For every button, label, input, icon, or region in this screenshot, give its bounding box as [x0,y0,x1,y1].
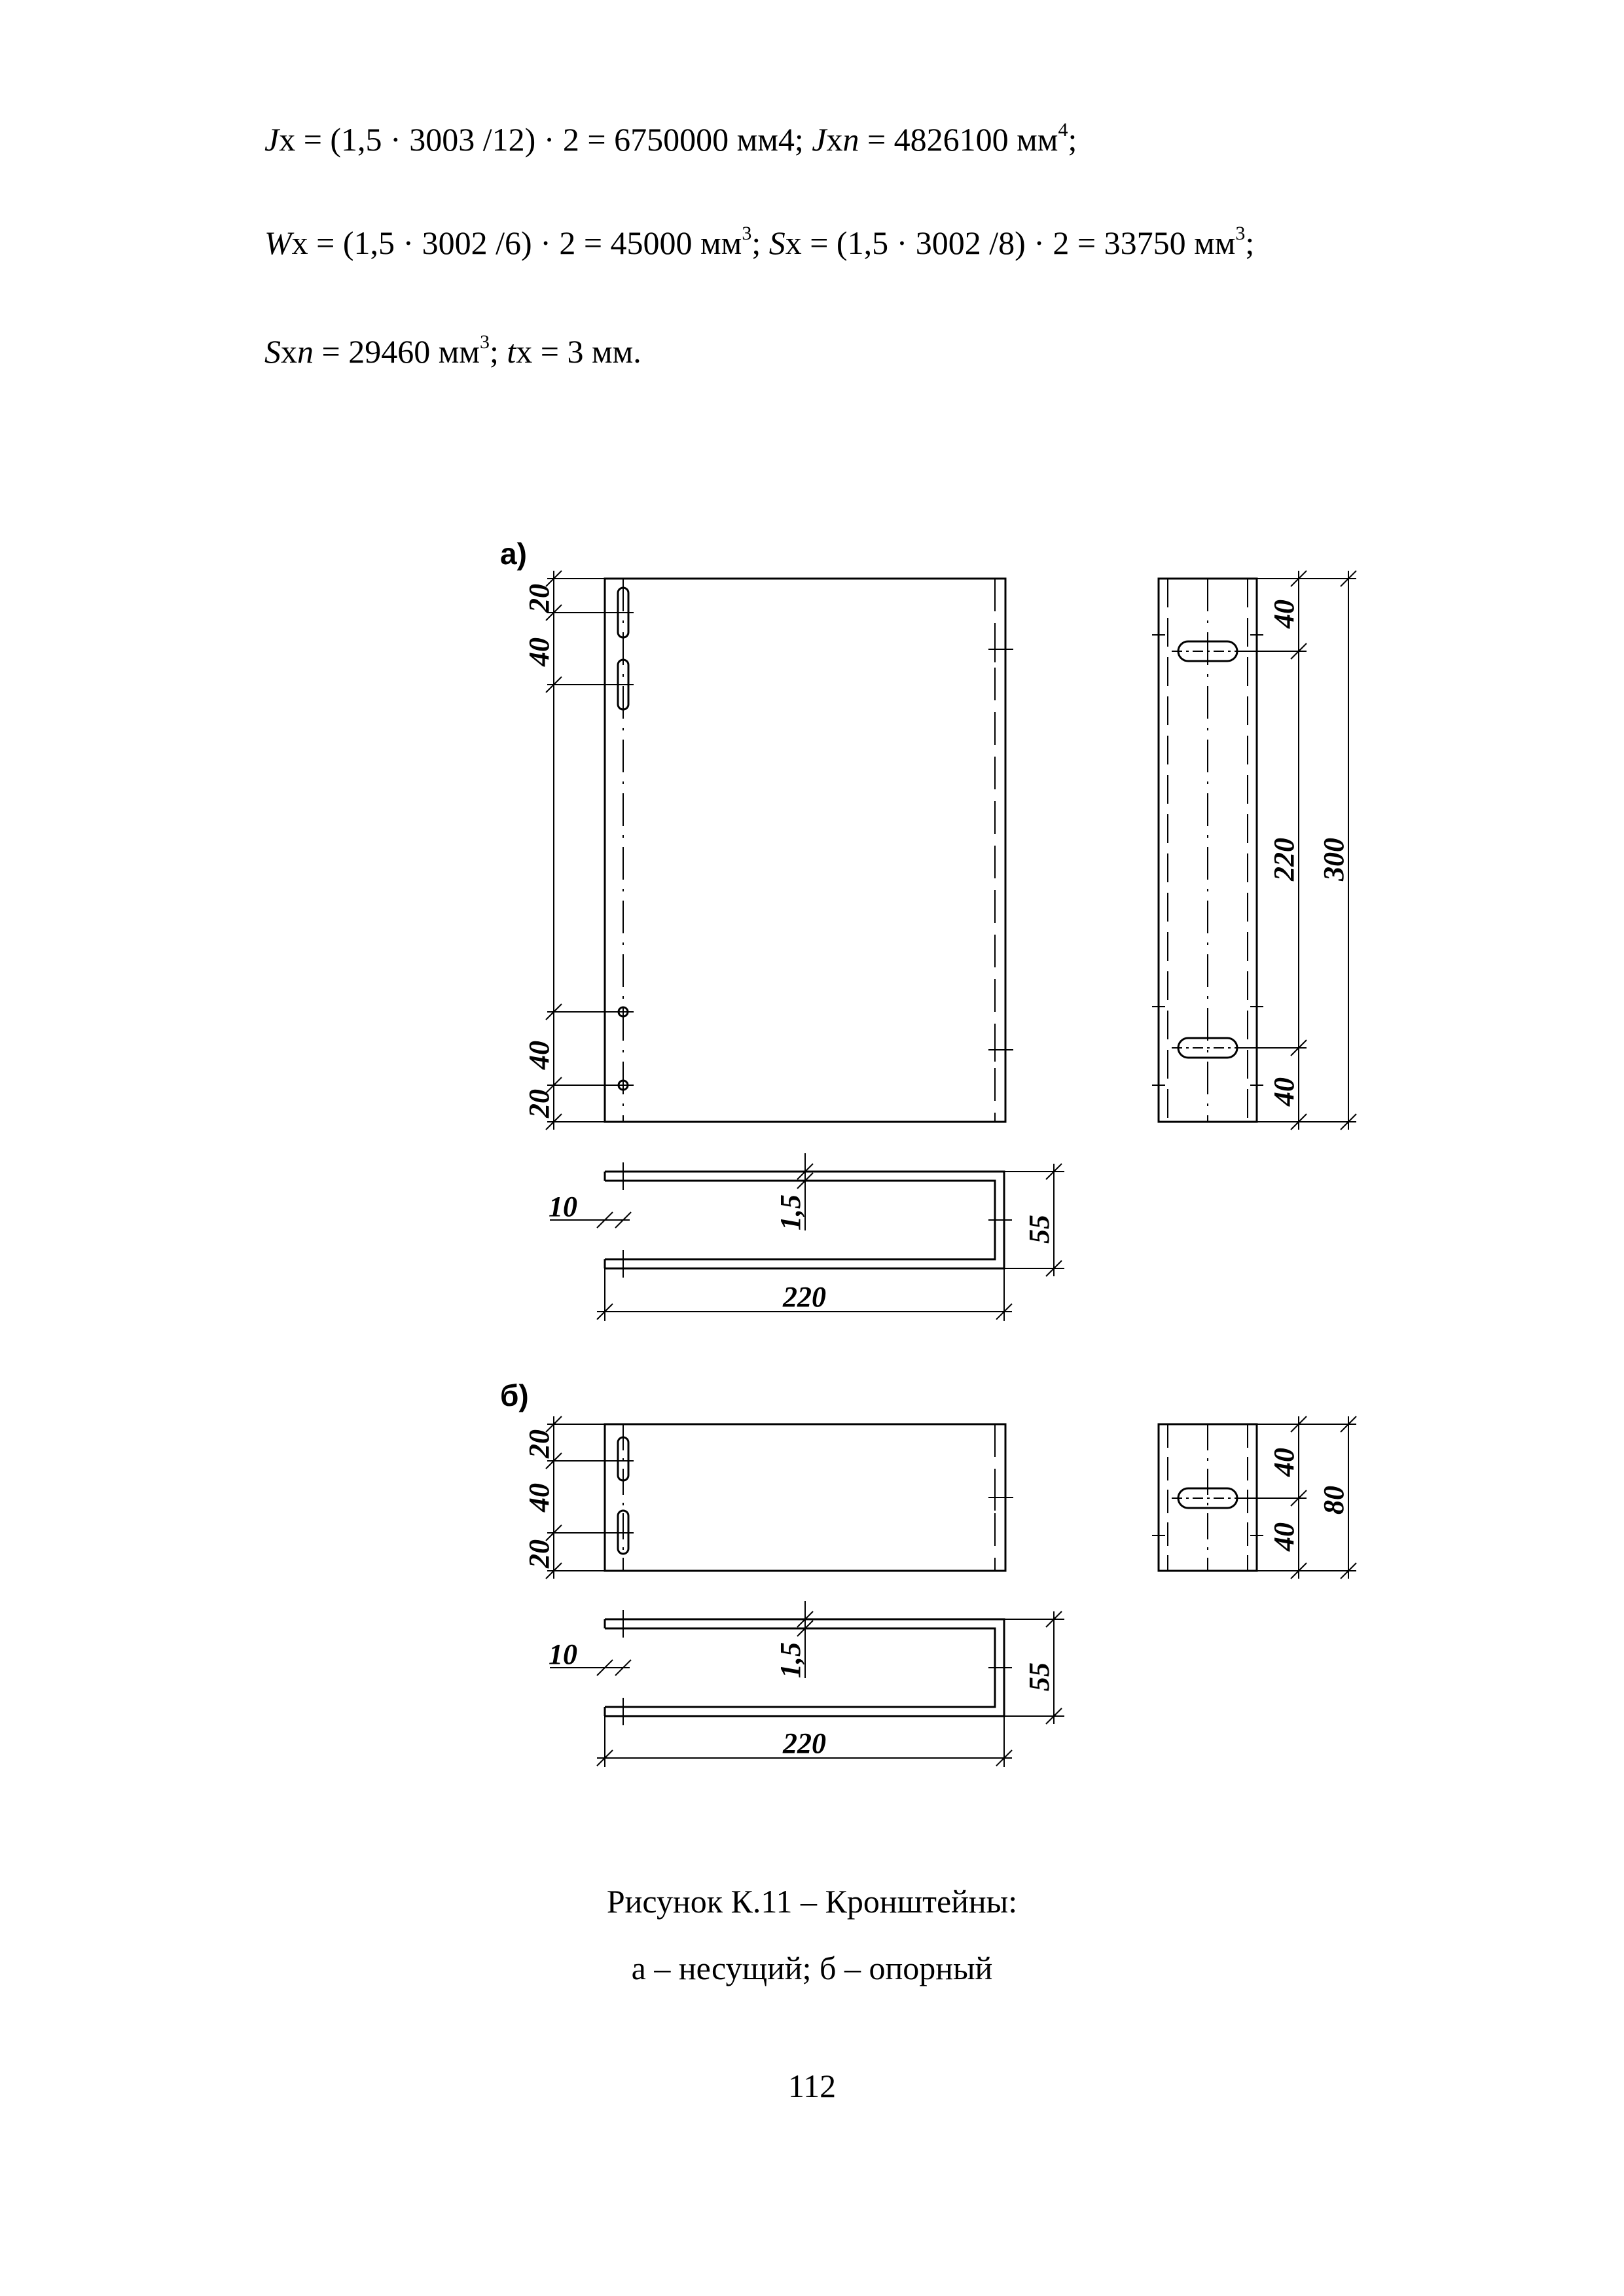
dim-label: 40 [1268,1077,1300,1106]
formula-expression: = (1,5 · 3003 /12) · 2 = 6750000 мм4; [295,121,812,158]
page-number: 112 [787,2068,837,2104]
formula-symbol: t [507,333,516,370]
formula-subscript: x [279,121,296,158]
formula-expression: = (1,5 · 3002 /8) · 2 = 33750 мм [801,224,1236,261]
dim-label: 220 [783,1727,826,1759]
dim-label: 300 [1318,838,1350,881]
formula-symbol: W [264,224,292,261]
formula-end: ; [1068,121,1077,158]
dim-label: 20 [523,1429,555,1458]
formula-italic-n: n [297,333,314,370]
figure-label-a: а) [500,537,527,571]
formula-subscript: x [281,333,297,370]
formula-exponent: 3 [742,223,752,244]
dim-label: 55 [1023,1662,1055,1691]
dim-label: 1,5 [774,1194,806,1230]
formula-end: ; [1245,224,1255,261]
dim-label: 40 [523,1041,555,1069]
formula-end: ; [489,333,507,370]
dim-label: 80 [1318,1486,1350,1515]
formula-end: ; [751,224,769,261]
a-front-outline [605,579,1005,1122]
formula-subscript: x [516,333,533,370]
dim-label: 40 [1268,1448,1300,1477]
formula-exponent: 3 [1235,223,1246,244]
dim-label: 1,5 [774,1642,806,1678]
formula-subscript: x [785,224,802,261]
dim-label: 10 [549,1638,577,1670]
b-front-view [546,1416,1013,1579]
formula-expression: = 3 мм. [532,333,641,370]
figure-caption-title: Рисунок К.11 – Кронштейны: [606,1883,1018,1920]
formula-symbol: J [812,121,827,158]
dim-label: 40 [523,1483,555,1512]
a-front-view [546,571,1013,1130]
dim-label: 40 [1268,1522,1300,1551]
formula-exponent: 4 [1058,119,1068,141]
dim-label: 220 [783,1281,826,1313]
dim-label: 220 [1268,838,1300,881]
dim-label: 20 [523,1539,555,1568]
dim-label: 20 [523,584,555,613]
dim-label: 55 [1023,1215,1055,1244]
formula-exponent: 3 [479,331,490,353]
dim-label: 40 [1268,600,1300,628]
figure-caption-legend: а – несущий; б – опорный [631,1950,993,1986]
formula-expression: = 4826100 мм [859,121,1058,158]
formula-expression: = (1,5 · 3002 /6) · 2 = 45000 мм [308,224,742,261]
dim-label: 10 [549,1191,577,1223]
dim-label: 20 [523,1089,555,1118]
formula-subscript: x [826,121,843,158]
formula-symbol: S [264,333,281,370]
formula-symbol: S [768,224,785,261]
formula-expression: = 29460 мм [314,333,480,370]
dim-label: 40 [523,637,555,666]
formula-symbol: J [264,121,280,158]
formula-subscript: x [291,224,308,261]
b-front-outline [605,1424,1005,1571]
formula-italic-n: n [842,121,859,158]
figure-label-b: б) [500,1378,529,1412]
